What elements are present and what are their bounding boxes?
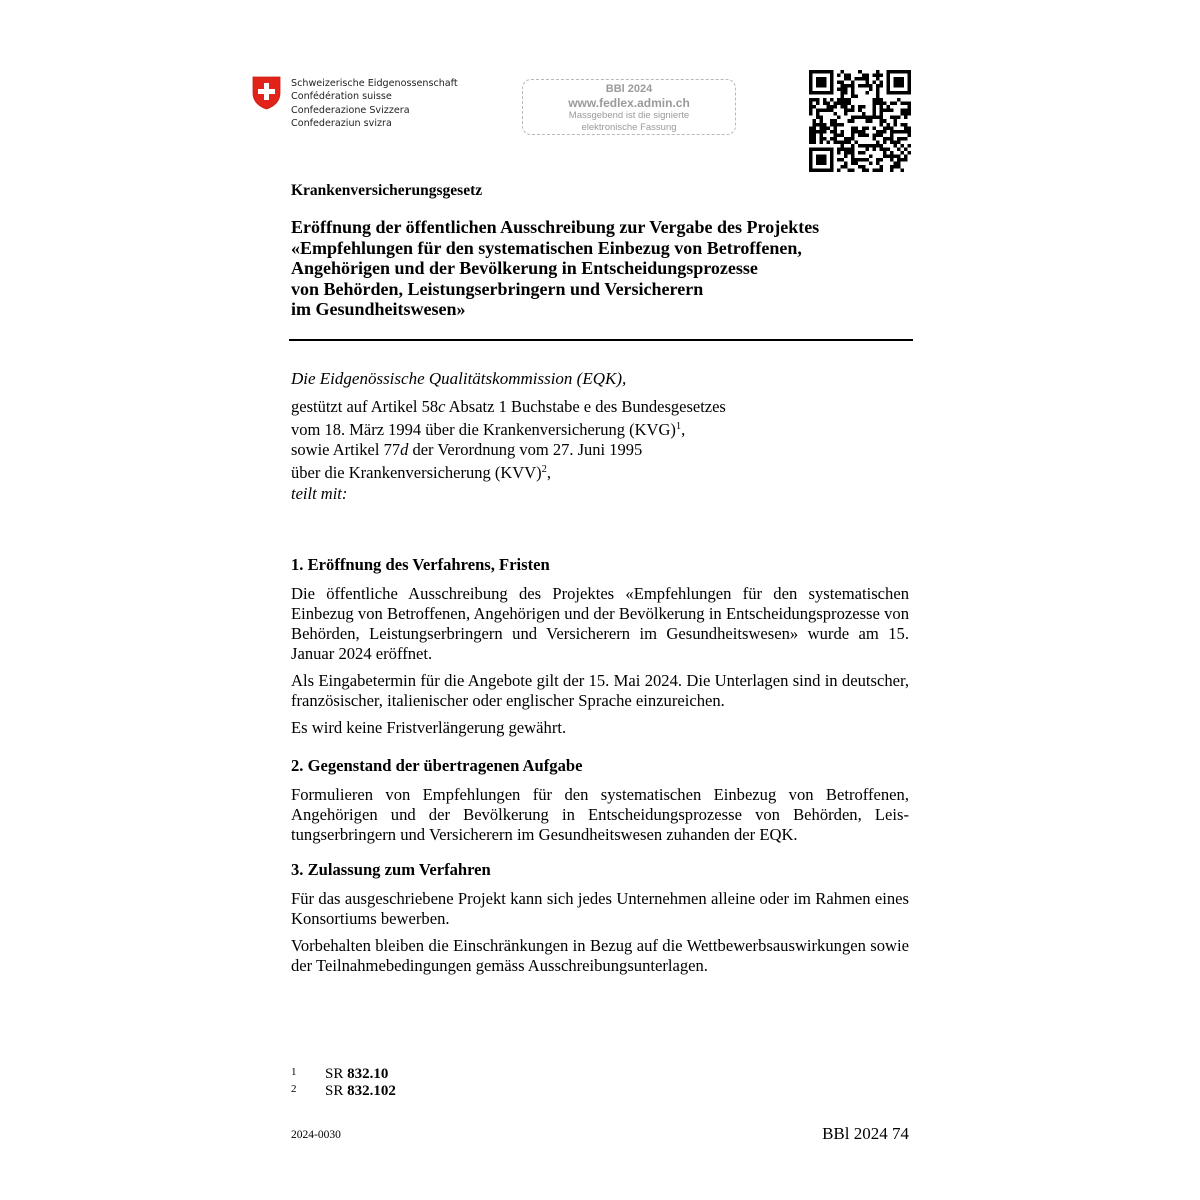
title-divider bbox=[289, 339, 913, 341]
authority-line-rm: Confederaziun svizra bbox=[291, 118, 392, 130]
basis-line-1 bbox=[291, 397, 726, 417]
title-line: im Gesundheitswesen» bbox=[291, 299, 466, 319]
qr-code-icon bbox=[809, 70, 911, 172]
section-paragraph: Als Eingabetermin für die Angebote gilt der 15. Mai 2024. Die Unterlagen sind in deutscher, französischer, italienischer oder englischer Sprache einzureichen. bbox=[291, 671, 909, 710]
basis-line-4 bbox=[291, 460, 726, 483]
basis-letter: d bbox=[400, 440, 409, 459]
section-paragraph: Formulieren von Empfehlungen für den systematischen Einbezug von Betroffenen, Angehörigen und der Bevölkerung in Entscheidungsprozesse von Behörden, Leistungserbringern und Versicherern im Gesundheitswesen zuhanden der EQK. bbox=[291, 785, 909, 844]
act-name: Krankenversicherungsgesetz bbox=[291, 182, 483, 199]
basis-text: der Verordnung vom 27. Juni 1995 bbox=[408, 440, 643, 459]
section-paragraph: Die öffentliche Ausschreibung des Projektes «Empfehlungen für den systematischen Einbezug von Betroffenen, Angehörigen und der Bevölkerung in Entscheidungsprozesse von Behörden, Leistungserbringern und Versicherern im Gesundheitswesen» wurde am 15. Januar 2024 eröffnet. bbox=[291, 584, 909, 663]
basis-text: sowie Artikel 77 bbox=[291, 440, 401, 459]
stamp-url: www.fedlex.admin.ch bbox=[568, 96, 690, 110]
footnote-prefix: SR bbox=[325, 1066, 348, 1082]
section-2 bbox=[291, 756, 909, 852]
section-1 bbox=[291, 555, 909, 745]
section-paragraph: Es wird keine Fristverlängerung gewährt. bbox=[291, 718, 567, 737]
stamp-note-2: elektronische Fassung bbox=[581, 122, 677, 133]
section-heading: 1. Eröffnung des Verfahrens, Fristen bbox=[291, 555, 550, 574]
title-line: Eröffnung der öffentlichen Ausschreibung zur Vergabe des Projektes bbox=[291, 217, 820, 237]
authority-name bbox=[291, 77, 458, 131]
section-3 bbox=[291, 860, 909, 983]
section-heading: 3. Zulassung zum Verfahren bbox=[291, 860, 491, 879]
title-line: Angehörigen und der Bevölkerung in Entscheidungsprozesse bbox=[291, 258, 758, 278]
footnote-2 bbox=[291, 1081, 396, 1100]
basis-text: vom 18. März 1994 über die Krankenversicherung (KVG) bbox=[291, 420, 676, 439]
authority-line-it: Confederazione Svizzera bbox=[291, 104, 410, 116]
publication-stamp bbox=[522, 79, 736, 135]
basis-line-3 bbox=[291, 440, 726, 460]
authority-line-de: Schweizerische Eidgenossenschaft bbox=[291, 78, 458, 89]
announcement-phrase: teilt mit: bbox=[291, 484, 348, 503]
basis-text: Absatz 1 Buchstabe e des Bundesgesetzes bbox=[445, 397, 726, 416]
title-line: von Behörden, Leistungserbringern und Versicherern bbox=[291, 278, 704, 299]
stamp-gazette: BBl 2024 bbox=[605, 83, 653, 95]
document-title bbox=[291, 217, 911, 320]
basis-text: , bbox=[546, 463, 551, 482]
basis-letter: c bbox=[438, 397, 446, 416]
footnote-number: 2 bbox=[291, 1083, 297, 1095]
swiss-coat-of-arms-icon bbox=[252, 76, 281, 110]
section-paragraph: Vorbehalten bleiben die Einschränkungen in Bezug auf die Wettbewerbsauswirkungen sowie der Teilnahmebedingungen gemäss Ausschreibungsunterlagen. bbox=[291, 936, 909, 975]
footnote-number: 1 bbox=[291, 1066, 297, 1078]
stamp-note-1: Massgebend ist die signierte bbox=[568, 110, 690, 121]
title-line: «Empfehlungen für den systematischen Einbezug von Betroffenen, bbox=[291, 237, 802, 258]
basis-text: gestützt auf Artikel 58 bbox=[291, 397, 439, 416]
authority-line-fr: Confédération suisse bbox=[291, 91, 392, 103]
legal-basis bbox=[291, 397, 726, 483]
section-heading: 2. Gegenstand der übertragenen Aufgabe bbox=[291, 756, 583, 775]
footnote-sr-link[interactable]: 832.102 bbox=[347, 1083, 396, 1099]
document-number: 2024-0030 bbox=[291, 1129, 341, 1141]
page-reference: BBl 2024 74 bbox=[822, 1124, 909, 1143]
footnote-prefix: SR bbox=[325, 1083, 348, 1099]
basis-text: über die Krankenversicherung (KVV) bbox=[291, 463, 542, 482]
basis-line-2: vom 18. März 1994 über die Krankenversicherung (KVG)$^1$, bbox=[291, 420, 686, 439]
issuer: Die Eidgenössische Qualitätskommission (EQK), bbox=[291, 369, 627, 388]
footnote-ref-2[interactable]: 2 bbox=[541, 464, 547, 475]
footnote-ref-1[interactable]: 1 bbox=[675, 421, 682, 432]
section-paragraph: Für das ausgeschriebene Projekt kann sich jedes Unternehmen alleine oder im Rahmen eines Konsortiums bewerben. bbox=[291, 889, 909, 928]
footnote-sr-link[interactable]: 832.10 bbox=[347, 1066, 389, 1082]
